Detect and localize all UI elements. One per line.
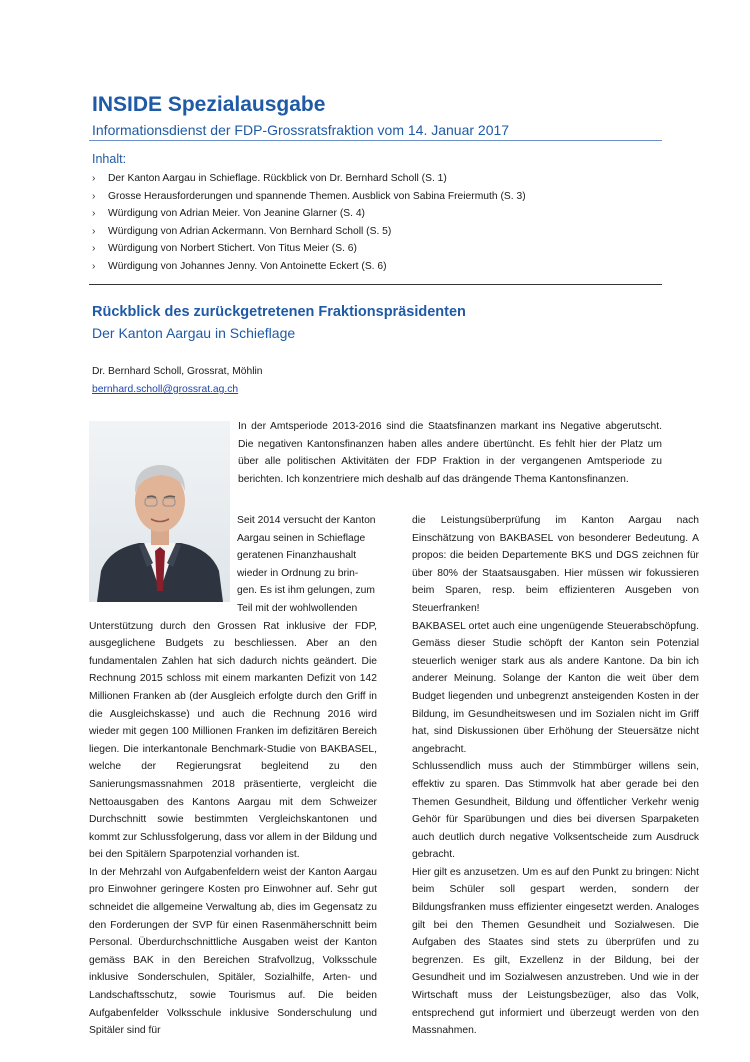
newsletter-title: INSIDE Spezialausgabe xyxy=(92,93,326,116)
toc-item xyxy=(92,258,526,276)
chevron-right-icon: › xyxy=(92,208,96,220)
toc-item xyxy=(92,240,526,258)
chevron-right-icon: › xyxy=(92,190,96,202)
toc-item-label: Würdigung von Johannes Jenny. Von Antoinette Eckert (S. 6) xyxy=(108,260,387,272)
toc-item-label: Würdigung von Adrian Ackermann. Von Bernhard Scholl (S. 5) xyxy=(108,225,392,237)
body-paragraph: Hier gilt es anzusetzen. Um es auf den Punkt zu bringen: Nicht beim Schüler soll gespart werden, sondern der Bildungsfranken muss effizienter eingesetzt werden. Analoges gilt bei den Themen Gesundheit und Sozialwesen. Die Aufgaben des Staates sind stets zu überprüfen und zu begrenzen. Es gilt, Exzellenz in der Bildung, bei der Gesundheit und im Sozialwesen anzustreben. Und wie in der Wirtschaft muss der Leistungsbezüger, also das Volk, entsprechend gut informiert und überzeugt werden von den Massnahmen. xyxy=(412,866,699,1037)
body-paragraph: die Leistungsüberprüfung im Kanton Aargau nach Einschätzung von BAKBASEL von besonderer Bedeutung. A propos: die beiden Departemente BKS und DGS zeichnen für über 80% der Staatsausgaben. Hier müssen wir fokussieren beim Sparen, resp. beim effizienteren Ausgeben von Steuerfranken! xyxy=(412,515,699,614)
body-paragraph: Schlussendlich muss auch der Stimmbürger willens sein, effektiv zu sparen. Das Stimmvolk hat aber gerade bei den Themen Gesundheit, Bildung und öffentlicher Verkehr wenig Gehör für Sparübungen und dies bei diversen Sparpaketen auch deutlich durch negative Volksentscheide zum Ausdruck gebracht. xyxy=(412,761,699,861)
wrap-line: wieder in Ordnung zu brin- xyxy=(237,567,359,579)
wrap-line: Teil mit der wohlwollenden xyxy=(237,602,358,614)
article-left-column xyxy=(89,512,377,1040)
toc-item-label: Würdigung von Adrian Meier. Von Jeanine Glarner (S. 4) xyxy=(108,208,365,220)
body-paragraph: Unterstützung durch den Grossen Rat inklusive der FDP, ausgeglichene Budgets zu beschliessen. Aber an den fundamentalen Zahlen hat sich dadurch nichts geändert. Die Rechnung 2015 schloss mit einem markanten Defizit von 142 Millionen Franken ab (der Ausgleich erfolgte durch den Griff in die Ausgleichskasse) und auch die Rechnung 2016 wird wieder mit gegen 100 Millionen Franken im defizitären Bereich liegen. Die interkantonale Benchmark-Studie von BAKBASEL, welche der Regierungsrat begleitend zu den Sanierungsmassnahmen 2018 präsentierte, vergleicht die Nettoausgaben des Kantons Aargau mit dem Schweizer Durchschnitt sowie bestimmten Vergleichskantonen und kommt zur Schlussfolgerung, dass vor allem in der Bildung und bei den Spitälern Sparpotenzial vorhanden ist. xyxy=(89,620,377,861)
author-line: Dr. Bernhard Scholl, Grossrat, Möhlin xyxy=(92,366,263,377)
chevron-right-icon: › xyxy=(92,260,96,272)
chevron-right-icon: › xyxy=(92,173,96,184)
toc-item-label: Grosse Herausforderungen und spannende Themen. Ausblick von Sabina Freiermuth (S. 3) xyxy=(108,190,526,202)
wrap-line: geratenen Finanzhaushalt xyxy=(237,550,357,562)
toc-heading: Inhalt: xyxy=(92,152,127,166)
author-email-link[interactable]: bernhard.scholl@grossrat.ag.ch xyxy=(92,384,239,395)
article-subtitle: Der Kanton Aargau in Schieflage xyxy=(92,325,296,341)
title-divider xyxy=(89,140,662,141)
article-intro: In der Amtsperiode 2013-2016 sind die Staatsfinanzen markant ins Negative abgerutscht. Die negativen Kantonsfinanzen haben alles andere übertüncht. Es fehlt hier der Platz um über alle politischen Aktivitäten der FDP Fraktion in der vergangenen Amtsperiode zu berichten. Ich konzentriere mich deshalb auf das drängende Thema Kantonsfinanzen. xyxy=(238,421,662,485)
table-of-contents xyxy=(92,170,526,276)
toc-item-label: Der Kanton Aargau in Schieflage. Rückblick von Dr. Bernhard Scholl (S. 1) xyxy=(108,173,447,184)
toc-item xyxy=(92,223,526,241)
toc-divider xyxy=(89,284,662,285)
article-title: Rückblick des zurückgetretenen Fraktionspräsidenten xyxy=(92,304,466,320)
toc-item xyxy=(92,205,526,223)
newsletter-subtitle: Informationsdienst der FDP-Grossratsfraktion vom 14. Januar 2017 xyxy=(92,122,510,138)
chevron-right-icon: › xyxy=(92,243,96,255)
toc-item xyxy=(92,170,526,188)
toc-item xyxy=(92,188,526,206)
chevron-right-icon: › xyxy=(92,225,96,237)
body-paragraph: BAKBASEL ortet auch eine ungenügende Steuerabschöpfung. Gemäss dieser Studie schöpft der Kanton sein Potenzial steuerlich weniger stark aus als andere Kantone. Da bin ich anderer Meinung. Solange der Kanton die weit über dem Budget liegenden und unbegrenzt ansteigenden Kosten in der Bildung, im Gesundheitswesen und im Sozialen nicht im Griff hat, sind Diskussionen über Erhöhung der Steuersätze nicht angebracht. xyxy=(412,620,699,755)
toc-item-label: Würdigung von Norbert Stichert. Von Titus Meier (S. 6) xyxy=(108,243,357,255)
wrap-line: Seit 2014 versucht der Kanton xyxy=(237,515,376,526)
body-paragraph: In der Mehrzahl von Aufgabenfeldern weist der Kanton Aargau pro Einwohner geringere Kosten pro Einwohner auf. Sehr gut schneidet die allgemeine Verwaltung ab, dies im Gegensatz zu den Forderungen der SVP für einen Rasenmäherschnitt beim Personal. Überdurchschnittliche Ausgaben weist der Kanton gemäss BAK in den Bereichen Strafvollzug, Volksschule inklusive Sonderschulen, Spitäler, Sozialhilfe, Arten- und Landschaftsschutz, sowie Tourismus auf. Die beiden Aufgabenfelder Volksschule inklusive Sonderschulung und Spitäler sind für xyxy=(89,866,377,1037)
wrap-line: gen. Es ist ihm gelungen, zum xyxy=(237,585,375,597)
wrap-line: Aargau seinen in Schieflage xyxy=(237,532,366,544)
article-right-column xyxy=(412,512,699,1040)
